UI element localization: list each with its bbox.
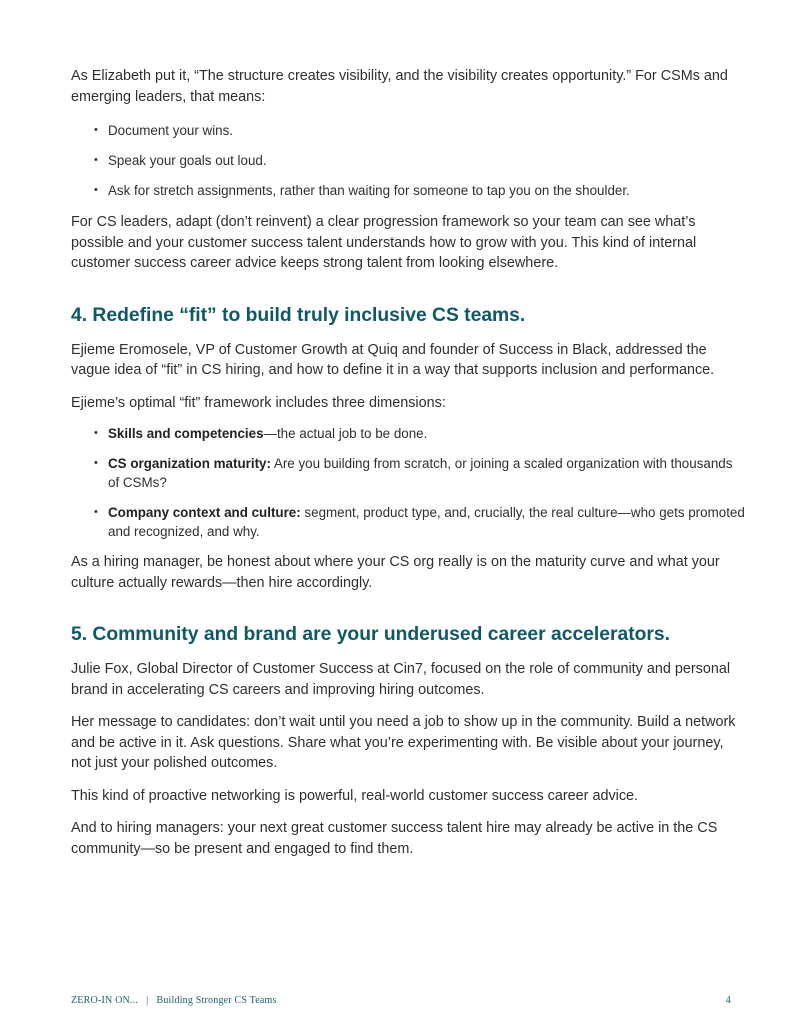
list-item: • Company context and culture: segment, product type, and, crucially, the real culture—who gets promoted and recognized, and why. bbox=[94, 505, 745, 539]
footer-separator: | bbox=[146, 995, 149, 1006]
section-5-heading: 5. Community and brand are your underused career accelerators. bbox=[71, 624, 670, 645]
bullet-icon: • bbox=[94, 506, 98, 518]
bullet-icon: • bbox=[94, 427, 98, 439]
section-5-paragraph-2: Her message to candidates: don’t wait until you need a job to show up in the community. Build a network and be active in it. Ask questions. Share what you’re experimenting with. Be visible about your journey, not just your polished outcomes. bbox=[71, 714, 736, 771]
intro-paragraph-2: For CS leaders, adapt (don’t reinvent) a clear progression framework so your team can see what’s possible and your customer success talent understands how to grow with you. This kind of internal customer success career advice keeps strong talent from looking elsewhere. bbox=[71, 214, 697, 271]
list-item: • Skills and competencies—the actual job to be done. bbox=[94, 426, 428, 441]
section-4-paragraph-3: As a hiring manager, be honest about where your CS org really is on the maturity curve and what your culture actually rewards—then hire accordingly. bbox=[71, 554, 720, 591]
footer-brand: ZERO-IN ON... bbox=[71, 995, 139, 1006]
section-5-paragraph-4: And to hiring managers: your next great customer success talent hire may already be active in the CS community—so be present and engaged to find them. bbox=[71, 820, 718, 857]
list-item: • Document your wins. bbox=[94, 123, 234, 138]
page-footer bbox=[71, 995, 731, 1006]
bullet-icon: • bbox=[94, 154, 98, 166]
list-item: • Speak your goals out loud. bbox=[94, 153, 267, 168]
bullet-icon: • bbox=[94, 124, 98, 136]
footer-title: Building Stronger CS Teams bbox=[156, 995, 277, 1006]
list-item: • Ask for stretch assignments, rather than waiting for someone to tap you on the shoulder. bbox=[94, 183, 630, 198]
section-4-heading: 4. Redefine “fit” to build truly inclusive CS teams. bbox=[71, 304, 526, 326]
list-item: • CS organization maturity: Are you building from scratch, or joining a scaled organization with thousands of CSMs? bbox=[94, 456, 733, 490]
bullet-icon: • bbox=[94, 457, 98, 469]
section-4-paragraph-1: Ejieme Eromosele, VP of Customer Growth at Quiq and founder of Success in Black, addressed the vague idea of “fit” in CS hiring, and how to define it in a way that supports inclusion and performance. bbox=[71, 341, 715, 378]
intro-paragraph-1: As Elizabeth put it, “The structure creates visibility, and the visibility creates opportunity.” For CSMs and emerging leaders, that means: bbox=[71, 68, 728, 105]
document-page bbox=[71, 66, 747, 859]
section-5-paragraph-1: Julie Fox, Global Director of Customer Success at Cin7, focused on the role of community and personal brand in accelerating CS careers and improving hiring outcomes. bbox=[71, 661, 731, 698]
bullet-icon: • bbox=[94, 184, 98, 196]
fit-framework-list bbox=[71, 424, 747, 541]
intro-bullet-list bbox=[71, 121, 747, 200]
section-5-paragraph-3: This kind of proactive networking is powerful, real-world customer success career advice. bbox=[71, 787, 639, 804]
section-4-paragraph-2: Ejieme’s optimal “fit” framework includes three dimensions: bbox=[71, 394, 446, 411]
page-number: 4 bbox=[725, 995, 731, 1006]
